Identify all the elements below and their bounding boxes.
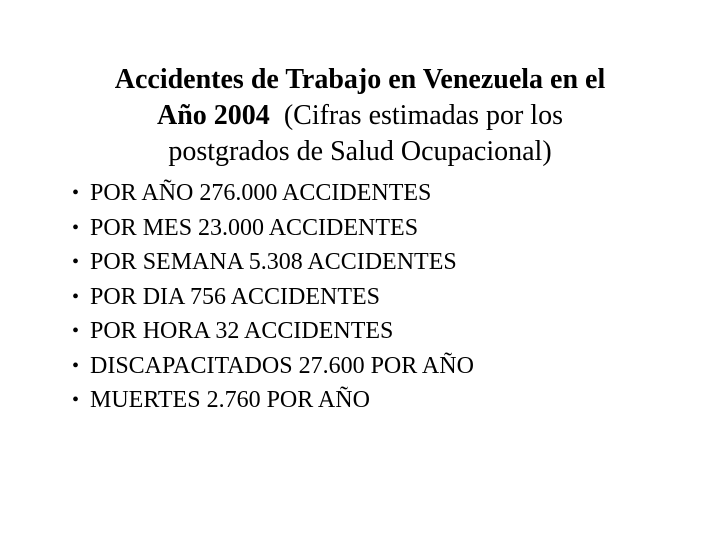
bullet-icon: • [72,320,80,342]
list-item [72,176,474,211]
list-item [72,314,474,349]
list-item-text: DISCAPACITADOS 27.600 POR AÑO [90,352,474,379]
title-year: Año 2004 [157,100,270,131]
title-line-3: postgrados de Salud Ocupacional) [168,136,552,167]
bullet-icon: • [72,251,80,273]
list-item [72,245,474,280]
bullet-icon: • [72,182,80,204]
list-item-text: POR AÑO 276.000 ACCIDENTES [90,180,432,206]
list-item [72,383,474,418]
list-item-text: POR MES 23.000 ACCIDENTES [90,214,419,241]
bullet-list [72,176,474,418]
list-item [72,211,474,246]
bullet-icon: • [72,354,80,377]
list-item [72,349,474,384]
bullet-icon: • [72,389,80,411]
title-line-2-rest: (Cifras estimadas por los [283,100,563,131]
slide-title [40,62,680,170]
list-item-text: POR HORA 32 ACCIDENTES [90,318,394,344]
bullet-icon: • [72,216,80,239]
list-item-text: POR SEMANA 5.308 ACCIDENTES [90,249,457,275]
list-item [72,280,474,315]
list-item-text: POR DIA 756 ACCIDENTES [90,283,381,310]
bullet-icon: • [72,285,80,308]
title-line-1: Accidentes de Trabajo en Venezuela en el [114,64,606,95]
list-item-text: MUERTES 2.760 POR AÑO [90,387,370,413]
